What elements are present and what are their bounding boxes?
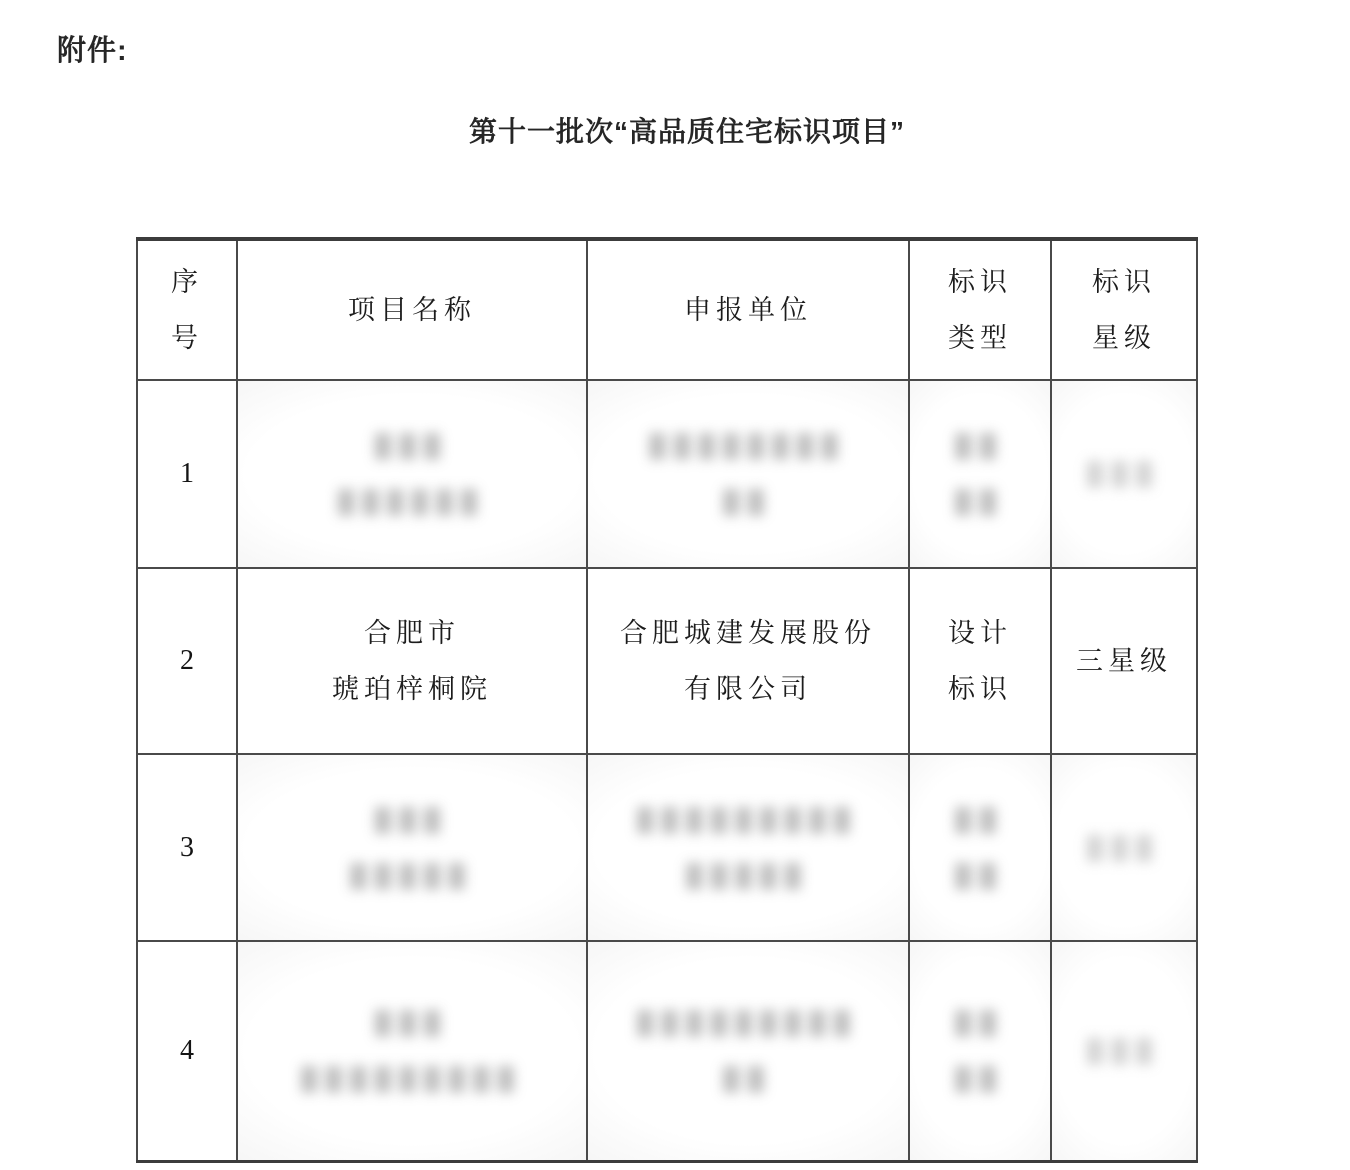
table-row bbox=[137, 941, 1197, 1161]
header-line: 类型 bbox=[948, 323, 1012, 353]
serial-number: 2 bbox=[180, 645, 194, 676]
table-row bbox=[137, 568, 1197, 754]
label-type-line: 设计 bbox=[948, 618, 1012, 648]
header-line: 项目名称 bbox=[348, 295, 476, 325]
label-type-cell-redacted bbox=[909, 380, 1051, 568]
serial-number: 1 bbox=[180, 458, 194, 489]
reporting-unit-cell bbox=[587, 568, 909, 754]
header-serial bbox=[137, 239, 237, 380]
label-type-cell-redacted bbox=[909, 754, 1051, 941]
serial-cell bbox=[137, 941, 237, 1161]
redacted-text: ██ bbox=[955, 862, 1005, 888]
header-line: 申报单位 bbox=[684, 295, 812, 325]
redacted-text: ███ bbox=[1087, 834, 1161, 860]
project-name-line: 琥珀梓桐院 bbox=[332, 674, 492, 704]
redacted-text: ███ bbox=[1087, 461, 1161, 486]
redacted-text: █████ bbox=[686, 862, 810, 888]
table-row bbox=[137, 754, 1197, 941]
projects-table bbox=[136, 237, 1198, 1163]
redacted-text: ██ bbox=[723, 489, 773, 514]
redacted-text: █████ bbox=[350, 862, 474, 888]
serial-cell bbox=[137, 568, 237, 754]
star-level-cell-redacted bbox=[1051, 941, 1197, 1161]
header-line: 标识 bbox=[1092, 267, 1156, 297]
redacted-text: ███ bbox=[375, 806, 449, 832]
redacted-text: ██ bbox=[723, 1065, 773, 1091]
header-reporting-unit bbox=[587, 239, 909, 380]
header-star-level bbox=[1051, 239, 1197, 380]
header-line: 标识 bbox=[948, 267, 1012, 297]
table-row bbox=[137, 380, 1197, 568]
header-label-type bbox=[909, 239, 1051, 380]
project-name-cell-redacted bbox=[237, 754, 587, 941]
header-line: 星级 bbox=[1092, 323, 1156, 353]
star-level-cell-redacted bbox=[1051, 754, 1197, 941]
redacted-text: ██ bbox=[955, 1009, 1005, 1035]
project-name-line: 合肥市 bbox=[364, 618, 460, 648]
label-type-line: 标识 bbox=[948, 674, 1012, 704]
redacted-text: ██████ bbox=[338, 489, 486, 514]
redacted-text: █████████ bbox=[637, 806, 859, 832]
redacted-text: ██ bbox=[955, 806, 1005, 832]
redacted-text: █████████ bbox=[637, 1009, 859, 1035]
header-line: 号 bbox=[171, 323, 203, 353]
reporting-unit-line: 有限公司 bbox=[684, 674, 812, 704]
serial-cell bbox=[137, 380, 237, 568]
star-level-cell bbox=[1051, 568, 1197, 754]
star-level-cell-redacted bbox=[1051, 380, 1197, 568]
reporting-unit-cell-redacted bbox=[587, 941, 909, 1161]
redacted-text: ███ bbox=[375, 1009, 449, 1035]
attachment-label: 附件: bbox=[57, 35, 128, 67]
project-name-cell bbox=[237, 568, 587, 754]
project-name-cell-redacted bbox=[237, 380, 587, 568]
page-title: 第十一批次“高品质住宅标识项目” bbox=[468, 116, 905, 147]
label-type-cell bbox=[909, 568, 1051, 754]
redacted-text: ██ bbox=[955, 433, 1005, 458]
reporting-unit-cell-redacted bbox=[587, 380, 909, 568]
header-project-name bbox=[237, 239, 587, 380]
redacted-text: ████████ bbox=[649, 433, 847, 458]
redacted-text: ███ bbox=[1087, 1037, 1161, 1063]
reporting-unit-line: 合肥城建发展股份 bbox=[620, 618, 876, 648]
serial-number: 3 bbox=[180, 831, 194, 863]
reporting-unit-cell-redacted bbox=[587, 754, 909, 941]
table-header-row bbox=[137, 239, 1197, 380]
redacted-text: ███ bbox=[375, 433, 449, 458]
redacted-text: ██ bbox=[955, 1065, 1005, 1091]
redacted-text: ██ bbox=[955, 489, 1005, 514]
serial-number: 4 bbox=[180, 1034, 194, 1066]
header-line: 序 bbox=[171, 267, 203, 297]
label-type-cell-redacted bbox=[909, 941, 1051, 1161]
project-name-cell-redacted bbox=[237, 941, 587, 1161]
redacted-text: █████████ bbox=[301, 1065, 523, 1091]
star-level-text: 三星级 bbox=[1076, 646, 1172, 676]
serial-cell bbox=[137, 754, 237, 941]
